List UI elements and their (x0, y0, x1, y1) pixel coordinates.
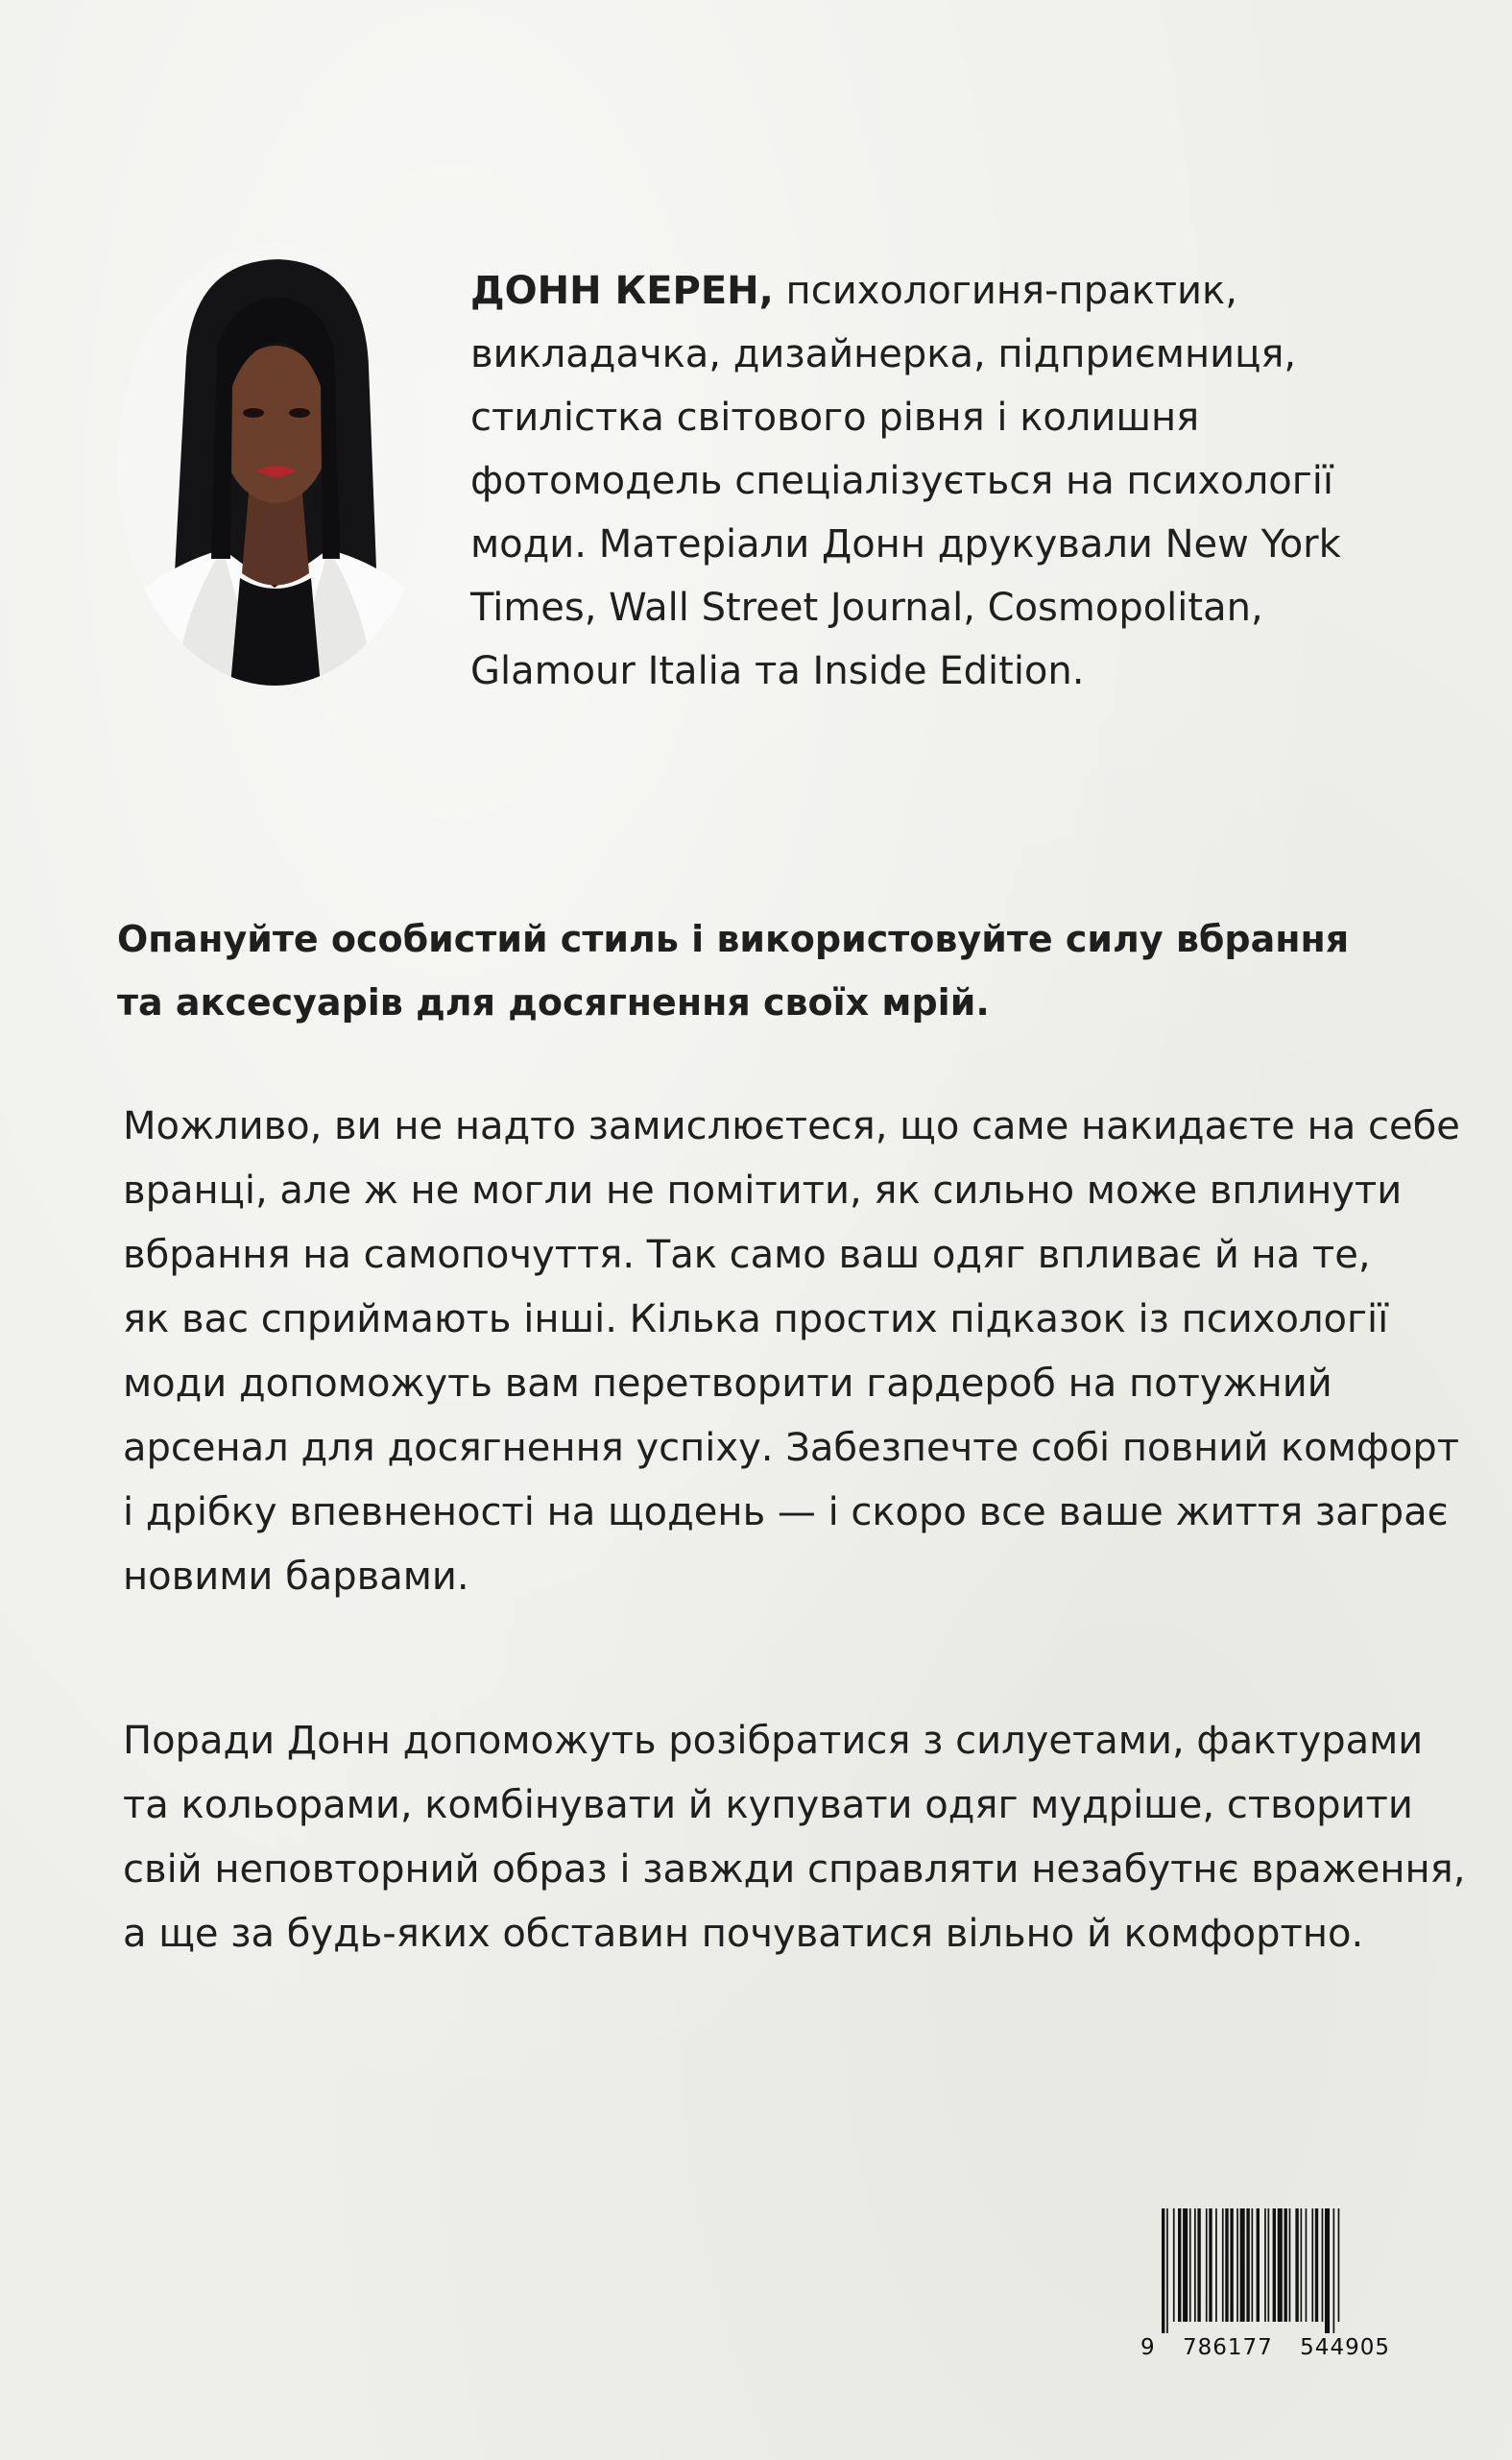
paragraph-line: Можливо, ви не надто замислюєтеся, що саме накидаєте на себе (123, 1104, 1460, 1148)
barcode-bar (1209, 2208, 1212, 2322)
barcode-bars (1140, 2208, 1390, 2333)
barcode-bar (1284, 2208, 1287, 2322)
barcode-bar (1315, 2208, 1318, 2322)
barcode-bar (1325, 2208, 1330, 2333)
bio-line: моди. Матеріали Донн друкували New York (470, 522, 1341, 567)
bio-line: ДОНН КЕРЕН, психологиня-практик, (470, 269, 1237, 313)
description-paragraph-2 (123, 1709, 1466, 1966)
barcode-bar (1246, 2208, 1249, 2322)
barcode-bar (1301, 2208, 1303, 2322)
barcode-bar (1197, 2208, 1200, 2322)
author-name: ДОНН КЕРЕН, (470, 269, 774, 313)
barcode-bar (1289, 2208, 1291, 2322)
barcode-bar (1264, 2208, 1266, 2322)
barcode-bar (1173, 2208, 1175, 2322)
bio-line: стилістка світового рівня і колишня (470, 396, 1200, 440)
barcode-bar (1252, 2208, 1254, 2322)
lead-line: Опануйте особистий стиль і використовуйте силу вбрання (117, 918, 1350, 960)
barcode-digit-group-1: 786177 (1183, 2335, 1273, 2360)
paragraph-line: моди допоможуть вам перетворити гардероб на потужний (123, 1362, 1332, 1406)
barcode-bar (1230, 2208, 1233, 2322)
paragraph-line: новими барвами. (123, 1555, 469, 1599)
bio-line: викладачка, дизайнерка, підприємниця, (470, 332, 1297, 376)
barcode-bar (1236, 2208, 1238, 2322)
barcode-digit-group-2: 544905 (1300, 2335, 1390, 2360)
author-portrait-photo (117, 242, 432, 686)
barcode-bar (1194, 2208, 1196, 2322)
isbn-barcode (1140, 2208, 1390, 2372)
paragraph-line: а ще за будь-яких обставин почуватися вільно й комфортно. (123, 1912, 1364, 1956)
barcode-bar (1183, 2208, 1188, 2322)
barcode-bar (1257, 2208, 1260, 2322)
lead-statement (117, 907, 1394, 1034)
barcode-bar (1322, 2208, 1324, 2322)
bio-line: Times, Wall Street Journal, Cosmopolitan, (470, 586, 1263, 630)
barcode-bar (1306, 2208, 1308, 2322)
barcode-bar (1225, 2208, 1228, 2322)
paragraph-line: вбрання на самопочуття. Так само ваш одяг впливає й на те, (123, 1233, 1371, 1277)
barcode-bar (1178, 2208, 1181, 2322)
barcode-digits (1140, 2335, 1390, 2360)
barcode-bar (1273, 2208, 1276, 2322)
barcode-bar (1278, 2208, 1283, 2322)
paragraph-line: вранці, але ж не могли не помітити, як сильно може вплинути (123, 1169, 1403, 1213)
paragraph-line: свій неповторний образ і завжди справляти незабутнє враження, (123, 1847, 1466, 1892)
paragraph-line: арсенал для досягнення успіху. Забезпечте собі повний комфорт (123, 1426, 1460, 1470)
barcode-bar (1268, 2208, 1270, 2322)
barcode-bar (1222, 2208, 1224, 2322)
paragraph-line: та кольорами, комбінувати й купувати одяг мудріше, створити (123, 1783, 1413, 1827)
barcode-bar (1240, 2208, 1245, 2322)
description-paragraph-1 (123, 1095, 1460, 1609)
bio-line: Glamour Italia та Inside Edition. (470, 649, 1085, 693)
barcode-bar (1215, 2208, 1217, 2322)
barcode-bar (1333, 2208, 1335, 2333)
author-bio (470, 259, 1430, 703)
barcode-bar (1338, 2208, 1340, 2322)
paragraph-line: і дрібку впевненості на щодень — і скоро все ваше життя заграє (123, 1490, 1449, 1534)
barcode-digit-first: 9 (1140, 2335, 1156, 2360)
bio-line: фотомодель спеціалізується на психології (470, 459, 1333, 503)
barcode-bar (1189, 2208, 1191, 2322)
barcode-bar (1311, 2208, 1313, 2322)
barcode-bar (1162, 2208, 1164, 2333)
paragraph-line: як вас сприймають інші. Кілька простих підказок із психології (123, 1297, 1389, 1341)
paragraph-line: Поради Донн допоможуть розібратися з силуетами, фактурами (123, 1719, 1424, 1763)
barcode-bar (1206, 2208, 1208, 2322)
barcode-bar (1295, 2208, 1298, 2322)
lead-line: та аксесуарів для досягнення своїх мрій. (117, 981, 990, 1024)
barcode-bar (1166, 2208, 1168, 2333)
